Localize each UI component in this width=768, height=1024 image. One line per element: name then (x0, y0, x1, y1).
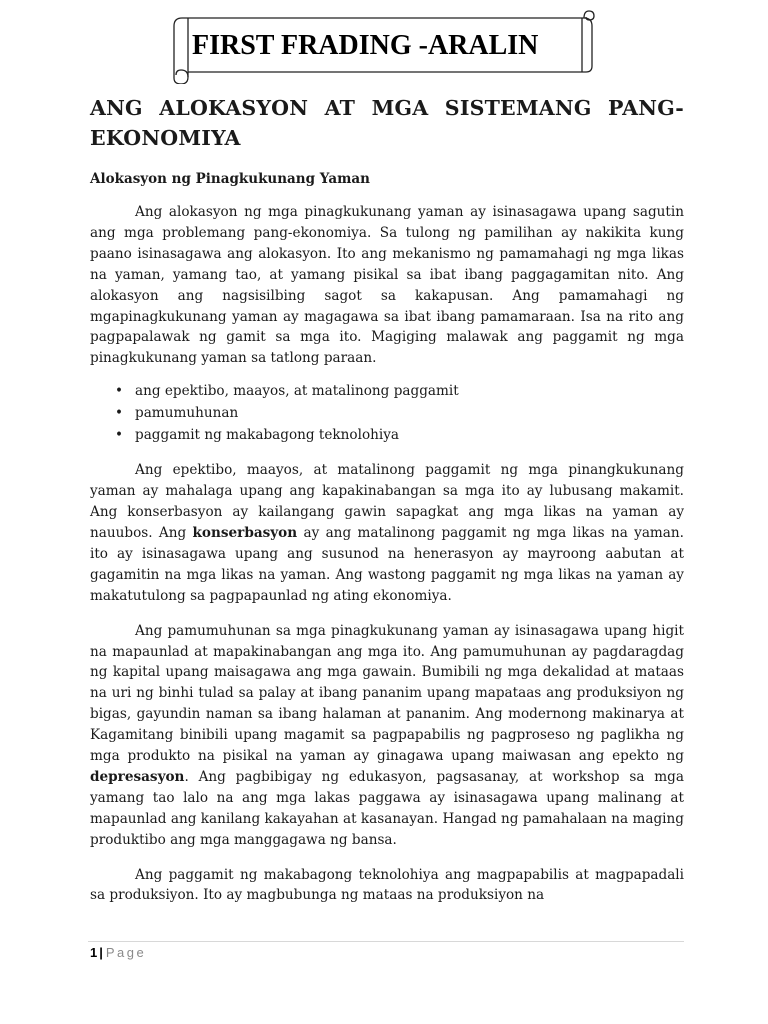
bullet-icon: • (115, 383, 124, 400)
footer-divider (88, 941, 684, 942)
keyword-depresasyon: depresasyon (90, 768, 185, 785)
paragraph-pamumuhunan (90, 621, 684, 851)
document-body (90, 93, 684, 906)
footer-separator: | (99, 945, 103, 960)
paragraph-teknolohiya: Ang paggamit ng makabagong teknolohiya ang magpapabilis at magpapadali sa produksiyon. Ito ay magbubunga ng mataas na produksiyon na (90, 866, 684, 904)
paragraph-text: Ang pamumuhunan sa mga pinagkukunang yaman ay isinasagawa upang higit na mapaunlad at mapakinabangan ang mga ito. Ang pamumuhunan ay pagdaragdag ng kapital upang maisagawa ang mga gawain. Bumibili ng mga dekalidad at mataas na uri ng binhi tulad sa palay at ibang pananim upang mapataas ang produksiyon ng bigas, gayundin naman sa ibang halaman at pananim. Ang modernong makinarya at Kagamitang binibili upang magamit sa pagpapabilis ng pagproseso ng paglikha ng mga produkto na pisikal na yaman ay ginagawa upang maiwasan ang epekto ng (90, 622, 684, 765)
paragraph-text: Ang epektibo, maayos, at matalinong paggamit ng mga pinangkukunang yaman ay mahalaga upang ang kapakinabangan sa mga ito ay lubusang makamit. Ang konserbasyon ay kailangang gawin sapagkat ang mga likas na yaman ay nauubos. Ang (90, 462, 684, 541)
list-item (90, 380, 684, 402)
bullet-icon: • (115, 427, 124, 444)
keyword-konserbasyon: konserbasyon (192, 524, 298, 541)
list-item-text: pamumuhunan (135, 405, 239, 422)
title-banner-scroll (166, 8, 598, 84)
list-item (90, 424, 684, 446)
page-label: Page (105, 945, 147, 960)
paragraph-text: ay ang matalinong paggamit ng mga likas na yaman. ito ay isinasagawa upang ang susunod na henerasyon ay mayroong aabutan at gagamitin na mga likas na yaman. Ang wastong paggamit ng mga likas na yaman ay makatutulong sa pagpapaunlad ng ating ekonomiya. (90, 524, 684, 604)
list-item-text: paggamit ng makabagong teknolohiya (135, 427, 400, 444)
main-heading: ANG ALOKASYON AT MGA SISTEMANG PANG-EKONOMIYA (90, 96, 684, 150)
list-item-text: ang epektibo, maayos, at matalinong paggamit (135, 383, 459, 400)
section-subheading: Alokasyon ng Pinagkukunang Yaman (90, 171, 370, 187)
page-number: 1 (90, 945, 98, 960)
list-item (90, 402, 684, 424)
page-footer (90, 944, 146, 962)
paragraph-alokasyon: Ang alokasyon ng mga pinagkukunang yaman ay isinasagawa upang sagutin ang mga problemang pang-ekonomiya. Sa tulong ng pamilihan ay nakikita kung paano isinasagawa ang alokasyon. Ito ang mekanismo ng pamamahagi ng mga likas na yaman, yamang tao, at yamang pisikal sa ibat ibang paggagamitan nito. Ang alokasyon ang nagsisilbing sagot sa kakapusan. Ang pamamahagi ng mgapinagkukunang yaman ay magagawa sa ibat ibang pamamaraan. Isa na rito ang pagpapalawak ng gamit sa mga ito. Magiging malawak ang paggamit ng mga pinagkukunang yaman sa tatlong paraan. (90, 204, 684, 367)
banner-title: FIRST FRADING -ARALIN (192, 30, 539, 61)
paragraph-epektibo (90, 460, 684, 606)
paragraph-text: . Ang pagbibigay ng edukasyon, pagsasanay, at workshop sa mga yamang tao lalo na ang mga lakas paggawa ay isinasagawa upang malinang at mapaunlad ang kanilang kakayahan at kasanayan. Hangad ng pamahalaan na maging produktibo ang mga manggagawa ng bansa. (90, 768, 684, 848)
bullet-icon: • (115, 405, 124, 422)
bullet-list (90, 380, 684, 446)
